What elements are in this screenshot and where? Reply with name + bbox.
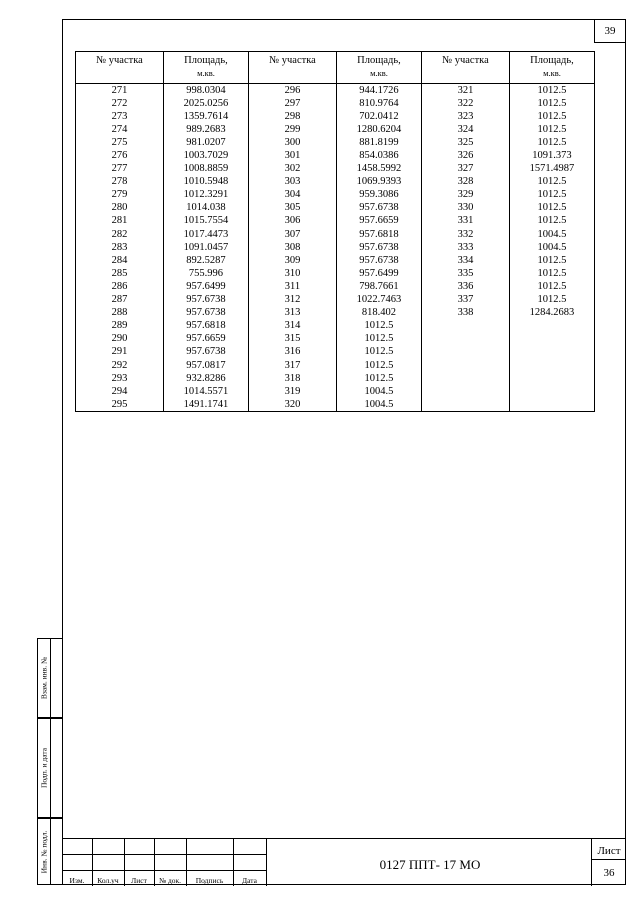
- side-box-signature: [37, 718, 62, 818]
- plot-area-cell: 798.7661: [336, 280, 421, 293]
- table-row: [76, 163, 595, 176]
- plot-number-cell: 323: [421, 110, 509, 123]
- stamp-column-label: № док.: [158, 876, 182, 885]
- stamp-column-label: Дата: [242, 876, 257, 885]
- plot-area-cell: 1012.3291: [163, 189, 248, 202]
- plot-number-cell: 293: [76, 372, 164, 385]
- side-label-signature: Подп. и дата: [39, 747, 49, 789]
- plot-number-cell: 305: [248, 202, 336, 215]
- plot-number-cell: 304: [248, 189, 336, 202]
- column-header: [421, 52, 509, 84]
- plot-area-cell: 755.996: [163, 267, 248, 280]
- plot-number-cell: [421, 385, 509, 398]
- table-row: [76, 359, 595, 372]
- plot-area-cell: [509, 320, 594, 333]
- table-row: [76, 280, 595, 293]
- table-row: [76, 228, 595, 241]
- plot-number-cell: 280: [76, 202, 164, 215]
- plot-number-cell: 279: [76, 189, 164, 202]
- plot-number-cell: 338: [421, 307, 509, 320]
- plot-area-cell: 1359.7614: [163, 110, 248, 123]
- plot-number-cell: 299: [248, 123, 336, 136]
- plot-area-cell: [509, 359, 594, 372]
- plot-area-cell: [509, 372, 594, 385]
- table-row: [76, 84, 595, 98]
- plot-number-cell: 337: [421, 294, 509, 307]
- plot-area-cell: 892.5287: [163, 254, 248, 267]
- column-header-unit: м.кв.: [197, 68, 215, 78]
- plot-number-cell: 310: [248, 267, 336, 280]
- plot-number-cell: 289: [76, 320, 164, 333]
- plot-area-cell: 1010.5948: [163, 176, 248, 189]
- plot-area-cell: 1571.4987: [509, 163, 594, 176]
- stamp-column-label: Подпись: [195, 876, 224, 885]
- plot-number-cell: 318: [248, 372, 336, 385]
- plot-number-cell: 315: [248, 333, 336, 346]
- plot-area-cell: 854.0386: [336, 149, 421, 162]
- plot-number-cell: 282: [76, 228, 164, 241]
- grid-line: [62, 854, 266, 855]
- plot-number-cell: 335: [421, 267, 509, 280]
- plot-number-cell: 333: [421, 241, 509, 254]
- page-frame: [62, 19, 626, 885]
- plot-number-cell: 324: [421, 123, 509, 136]
- plot-area-cell: [509, 333, 594, 346]
- plot-number-cell: [421, 359, 509, 372]
- plot-area-cell: 1012.5: [509, 136, 594, 149]
- plot-number-cell: 325: [421, 136, 509, 149]
- plot-area-cell: 1004.5: [336, 398, 421, 412]
- table-row: [76, 110, 595, 123]
- plot-area-cell: [509, 398, 594, 412]
- table-row: [76, 123, 595, 136]
- plot-number-cell: 297: [248, 97, 336, 110]
- plot-area-cell: 998.0304: [163, 84, 248, 98]
- plot-area-cell: 1012.5: [336, 333, 421, 346]
- plot-area-cell: 1017.4473: [163, 228, 248, 241]
- side-box-replacement: [37, 638, 62, 718]
- column-header-unit: м.кв.: [370, 68, 388, 78]
- plot-area-cell: 1014.5571: [163, 385, 248, 398]
- plot-number-cell: 284: [76, 254, 164, 267]
- plot-area-cell: 1491.1741: [163, 398, 248, 412]
- column-header-unit: м.кв.: [543, 68, 561, 78]
- plot-number-cell: 285: [76, 267, 164, 280]
- plot-number-cell: 316: [248, 346, 336, 359]
- side-label-replacement: Взам. инв. №: [39, 656, 49, 700]
- plot-number-cell: 307: [248, 228, 336, 241]
- plot-number-cell: 329: [421, 189, 509, 202]
- plot-number-cell: 322: [421, 97, 509, 110]
- plot-number-cell: 300: [248, 136, 336, 149]
- plot-area-cell: [509, 385, 594, 398]
- plot-area-cell: 1280.6204: [336, 123, 421, 136]
- plot-area-cell: 702.0412: [336, 110, 421, 123]
- plot-area-cell: 1012.5: [509, 202, 594, 215]
- plot-area-cell: 2025.0256: [163, 97, 248, 110]
- plot-number-cell: 292: [76, 359, 164, 372]
- plot-number-cell: 326: [421, 149, 509, 162]
- plot-area-cell: 981.0207: [163, 136, 248, 149]
- plot-number-cell: 278: [76, 176, 164, 189]
- plot-number-cell: 273: [76, 110, 164, 123]
- plot-number-cell: [421, 346, 509, 359]
- column-header-title: № участка: [269, 55, 316, 66]
- plot-area-cell: 881.8199: [336, 136, 421, 149]
- plot-number-cell: 320: [248, 398, 336, 412]
- table-row: [76, 176, 595, 189]
- plot-area-cell: 932.8286: [163, 372, 248, 385]
- plot-area-cell: 957.6738: [163, 307, 248, 320]
- plot-area-cell: 1091.0457: [163, 241, 248, 254]
- plot-number-cell: [421, 398, 509, 412]
- plot-area-cell: 1012.5: [509, 176, 594, 189]
- stamp-column-label: Кол.уч: [97, 876, 119, 885]
- plot-number-cell: 309: [248, 254, 336, 267]
- plot-number-cell: 321: [421, 84, 509, 98]
- plot-number-cell: 311: [248, 280, 336, 293]
- grid-line: [62, 870, 266, 871]
- column-header-title: Площадь,: [184, 55, 228, 66]
- plot-number-cell: 281: [76, 215, 164, 228]
- column-header-title: Площадь,: [357, 55, 401, 66]
- revision-grid: [62, 839, 266, 886]
- plot-number-cell: 336: [421, 280, 509, 293]
- plots-area-table: [75, 51, 595, 412]
- stamp-column-label: Изм.: [69, 876, 85, 885]
- plot-area-cell: 1012.5: [509, 189, 594, 202]
- plot-area-cell: 944.1726: [336, 84, 421, 98]
- plot-number-cell: 298: [248, 110, 336, 123]
- table-row: [76, 202, 595, 215]
- plot-area-cell: 1012.5: [509, 294, 594, 307]
- plot-area-cell: 959.3086: [336, 189, 421, 202]
- plot-number-cell: 283: [76, 241, 164, 254]
- table-row: [76, 241, 595, 254]
- plot-area-cell: 1284.2683: [509, 307, 594, 320]
- plot-area-cell: 1004.5: [509, 228, 594, 241]
- plot-number-cell: 295: [76, 398, 164, 412]
- document-code: 0127 ППТ- 17 МО: [266, 839, 593, 886]
- sheet-number: 36: [603, 867, 615, 879]
- plot-number-cell: [421, 320, 509, 333]
- plot-number-cell: 301: [248, 149, 336, 162]
- plot-area-cell: 1003.7029: [163, 149, 248, 162]
- stamp-column-label: Лист: [131, 876, 147, 885]
- table-row: [76, 254, 595, 267]
- sheet-number-box: [591, 839, 626, 886]
- column-header: [248, 52, 336, 84]
- table-row: [76, 97, 595, 110]
- table-row: [76, 398, 595, 412]
- plot-number-cell: [421, 372, 509, 385]
- plot-number-cell: 303: [248, 176, 336, 189]
- plot-area-cell: 1458.5992: [336, 163, 421, 176]
- plot-area-cell: 957.6499: [336, 267, 421, 280]
- column-header-title: Площадь,: [530, 55, 574, 66]
- table-row: [76, 320, 595, 333]
- table-row: [76, 385, 595, 398]
- plot-area-cell: 1012.5: [509, 123, 594, 136]
- plot-number-cell: 290: [76, 333, 164, 346]
- plot-number-cell: 313: [248, 307, 336, 320]
- side-label-inventory: Инв. № подл.: [39, 830, 49, 873]
- plot-number-cell: 288: [76, 307, 164, 320]
- plot-number-cell: 334: [421, 254, 509, 267]
- plot-number-cell: 317: [248, 359, 336, 372]
- plot-area-cell: 1012.5: [509, 110, 594, 123]
- plot-area-cell: 1012.5: [336, 359, 421, 372]
- plot-area-cell: 989.2683: [163, 123, 248, 136]
- plot-area-cell: 810.9764: [336, 97, 421, 110]
- table-row: [76, 346, 595, 359]
- plot-area-cell: 1015.7554: [163, 215, 248, 228]
- plot-number-cell: 296: [248, 84, 336, 98]
- plot-area-cell: 1069.9393: [336, 176, 421, 189]
- plot-area-cell: 957.6659: [163, 333, 248, 346]
- column-header: [163, 52, 248, 84]
- plot-area-cell: 818.402: [336, 307, 421, 320]
- plot-number-cell: 312: [248, 294, 336, 307]
- plot-number-cell: 302: [248, 163, 336, 176]
- plot-number-cell: 308: [248, 241, 336, 254]
- plot-area-cell: 957.6659: [336, 215, 421, 228]
- table-row: [76, 307, 595, 320]
- column-header-title: № участка: [96, 55, 143, 66]
- plot-area-cell: 957.6738: [163, 294, 248, 307]
- plot-area-cell: 957.0817: [163, 359, 248, 372]
- plot-area-cell: 1012.5: [336, 320, 421, 333]
- plot-area-cell: 1012.5: [336, 346, 421, 359]
- plot-number-cell: 276: [76, 149, 164, 162]
- plot-number-cell: 272: [76, 97, 164, 110]
- plot-area-cell: 957.6738: [336, 241, 421, 254]
- side-box-inventory: [37, 818, 62, 885]
- table-row: [76, 333, 595, 346]
- plot-number-cell: 327: [421, 163, 509, 176]
- plot-area-cell: 957.6738: [336, 254, 421, 267]
- plot-area-cell: 957.6738: [336, 202, 421, 215]
- plot-number-cell: 274: [76, 123, 164, 136]
- plot-area-cell: [509, 346, 594, 359]
- plot-number-cell: 275: [76, 136, 164, 149]
- plot-area-cell: 1014.038: [163, 202, 248, 215]
- plot-number-cell: 332: [421, 228, 509, 241]
- plot-number-cell: [421, 333, 509, 346]
- plot-number-cell: 328: [421, 176, 509, 189]
- plot-area-cell: 1091.373: [509, 149, 594, 162]
- plot-area-cell: 957.6738: [163, 346, 248, 359]
- plot-number-cell: 294: [76, 385, 164, 398]
- plot-number-cell: 330: [421, 202, 509, 215]
- plot-area-cell: 1004.5: [509, 241, 594, 254]
- table-row: [76, 215, 595, 228]
- plot-area-cell: 1012.5: [509, 97, 594, 110]
- table-row: [76, 267, 595, 280]
- table-row: [76, 149, 595, 162]
- title-block: [62, 838, 626, 886]
- plot-area-cell: 1012.5: [509, 280, 594, 293]
- plot-area-cell: 1022.7463: [336, 294, 421, 307]
- plot-area-cell: 957.6499: [163, 280, 248, 293]
- plot-area-cell: 957.6818: [163, 320, 248, 333]
- plot-area-cell: 957.6818: [336, 228, 421, 241]
- column-header: [336, 52, 421, 84]
- plot-number-cell: 331: [421, 215, 509, 228]
- column-header: [76, 52, 164, 84]
- plot-number-cell: 277: [76, 163, 164, 176]
- plot-area-cell: 1012.5: [509, 267, 594, 280]
- plot-number-cell: 291: [76, 346, 164, 359]
- table-row: [76, 189, 595, 202]
- plot-number-cell: 271: [76, 84, 164, 98]
- table-row: [76, 294, 595, 307]
- plot-area-cell: 1012.5: [509, 215, 594, 228]
- table-row: [76, 136, 595, 149]
- plot-area-cell: 1012.5: [509, 84, 594, 98]
- sheet-top-number: 39: [594, 20, 625, 43]
- sheet-label: Лист: [592, 839, 626, 860]
- plot-number-cell: 319: [248, 385, 336, 398]
- plot-area-cell: 1012.5: [336, 372, 421, 385]
- plot-area-cell: 1012.5: [509, 254, 594, 267]
- plot-number-cell: 287: [76, 294, 164, 307]
- table-row: [76, 372, 595, 385]
- plot-area-cell: 1004.5: [336, 385, 421, 398]
- plot-number-cell: 314: [248, 320, 336, 333]
- plot-area-cell: 1008.8859: [163, 163, 248, 176]
- plot-number-cell: 306: [248, 215, 336, 228]
- column-header: [509, 52, 594, 84]
- plot-number-cell: 286: [76, 280, 164, 293]
- column-header-title: № участка: [442, 55, 489, 66]
